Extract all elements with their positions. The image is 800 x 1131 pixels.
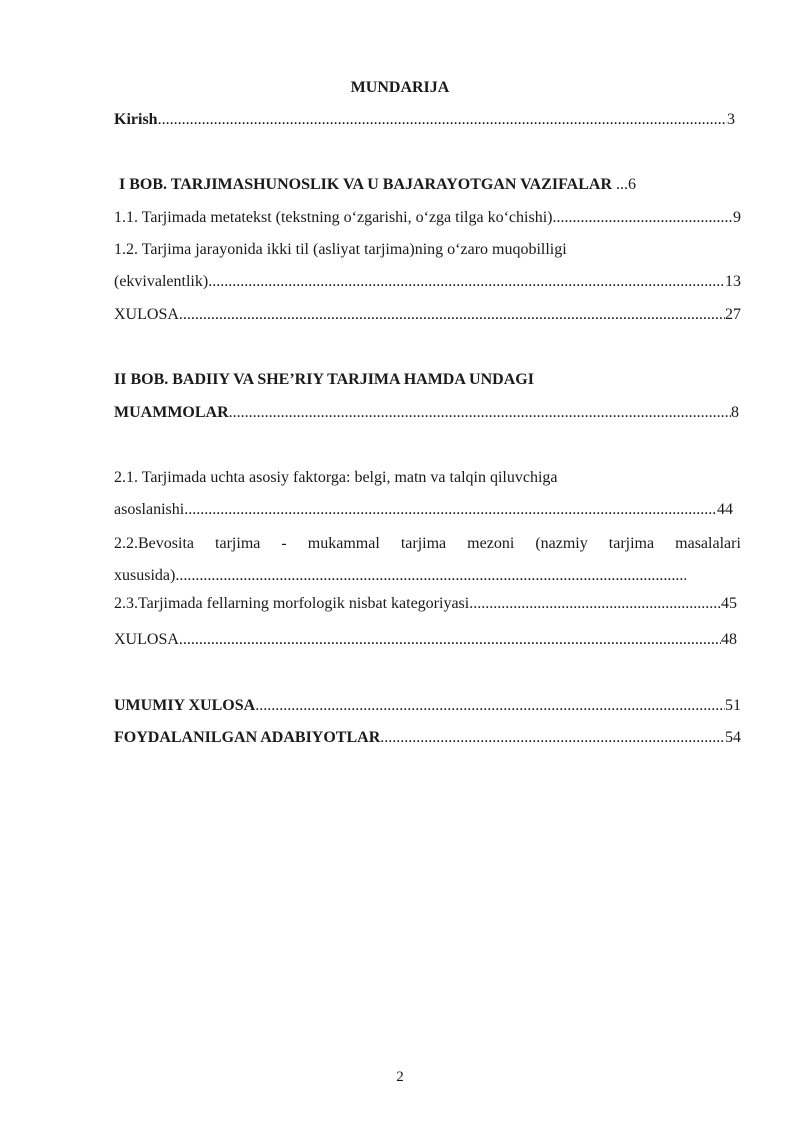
- toc-word: masalalari: [675, 535, 741, 552]
- toc-entry-page: 51: [725, 697, 741, 714]
- toc-word: mukammal: [307, 535, 380, 552]
- toc-entry-label: MUAMMOLAR: [114, 404, 229, 421]
- toc-entry-page: 45: [721, 595, 737, 612]
- toc-entry-page: 54: [725, 729, 741, 746]
- toc-entry-page: 3: [727, 111, 735, 128]
- toc-entry-kirish: [114, 110, 741, 130]
- toc-entry-section-2-2-line1: [114, 534, 741, 554]
- toc-title: MUNDARIJA: [350, 79, 450, 96]
- toc-entry-label: asoslanishi: [114, 501, 185, 518]
- toc-entry-label: FOYDALANILGAN ADABIYOTLAR: [114, 729, 381, 746]
- toc-entry-chapter-2: [114, 403, 741, 423]
- toc-entry-adabiyotlar: [114, 728, 741, 748]
- toc-leader-dots: [552, 208, 733, 228]
- toc-entry-section-1-2-line1: 1.2. Tarjima jarayonida ikki til (asliyat tarjima)ning o‘zaro muqobilligi: [114, 241, 567, 258]
- toc-leader-dots: [179, 630, 721, 650]
- toc-entry-page: 44: [717, 501, 733, 518]
- toc-entry-label: 2.3.Tarjimada fellarning morfologik nisbat kategoriyasi: [114, 595, 470, 612]
- toc-word: (nazmiy: [535, 535, 588, 552]
- toc-word: tarjima: [400, 535, 447, 552]
- toc-entry-page: 8: [731, 404, 739, 421]
- toc-leader-dots: [208, 272, 725, 292]
- toc-entry-chapter-1: [114, 175, 741, 195]
- toc-entry-section-1-1: [114, 208, 741, 228]
- toc-entry-umumiy-xulosa: [114, 696, 741, 716]
- toc-entry-section-2-1: [114, 500, 741, 520]
- toc-leader-dots: [175, 566, 686, 586]
- toc-entry-section-1-2: [114, 272, 741, 292]
- toc-entry-section-2-1-line1: 2.1. Tarjimada uchta asosiy faktorga: belgi, matn va talqin qiluvchiga: [114, 469, 558, 486]
- toc-entry-xulosa-1: [114, 305, 741, 325]
- toc-entry-page: 9: [733, 209, 741, 226]
- toc-word: tarjima: [608, 535, 655, 552]
- toc-entry-section-2-2: [114, 566, 686, 586]
- page-number: 2: [396, 1069, 404, 1085]
- toc-word: tarjima: [215, 535, 261, 552]
- toc-entry-label: XULOSA: [114, 306, 179, 323]
- toc-entry-label: XULOSA: [114, 631, 179, 648]
- toc-leader-dots: [255, 696, 725, 716]
- toc-entry-label: I BOB. TARJIMASHUNOSLIK VA U BAJARAYOTGAN VAZIFALAR: [119, 176, 612, 193]
- toc-word: -: [281, 535, 287, 552]
- toc-entry-page: ...6: [616, 176, 636, 193]
- toc-leader-dots: [469, 594, 721, 614]
- toc-entry-chapter-2-line1: II BOB. BADIIY VA SHE’RIY TARJIMA HAMDA UNDAGI: [114, 371, 534, 388]
- toc-entry-xulosa-2: [114, 630, 741, 650]
- toc-leader-dots: [380, 728, 725, 748]
- toc-leader-dots: [229, 403, 731, 423]
- toc-entry-label: Kirish: [114, 111, 158, 128]
- toc-word: mezoni: [467, 535, 515, 552]
- toc-leader-dots: [179, 305, 725, 325]
- toc-entry-label: UMUMIY XULOSA: [114, 697, 256, 714]
- toc-word: 2.2.Bevosita: [114, 535, 194, 552]
- toc-entry-page: 13: [725, 273, 741, 290]
- toc-leader-dots: [158, 110, 727, 130]
- toc-entry-label: xususida): [114, 567, 176, 584]
- toc-entry-label: (ekvivalentlik): [114, 273, 209, 290]
- toc-entry-page: 48: [721, 631, 737, 648]
- toc-entry-label: 1.1. Tarjimada metatekst (tekstning o‘zgarishi, o‘zga tilga ko‘chishi): [114, 209, 553, 226]
- toc-entry-section-2-3: [114, 594, 741, 614]
- toc-entry-page: 27: [725, 306, 741, 323]
- toc-leader-dots: [184, 500, 717, 520]
